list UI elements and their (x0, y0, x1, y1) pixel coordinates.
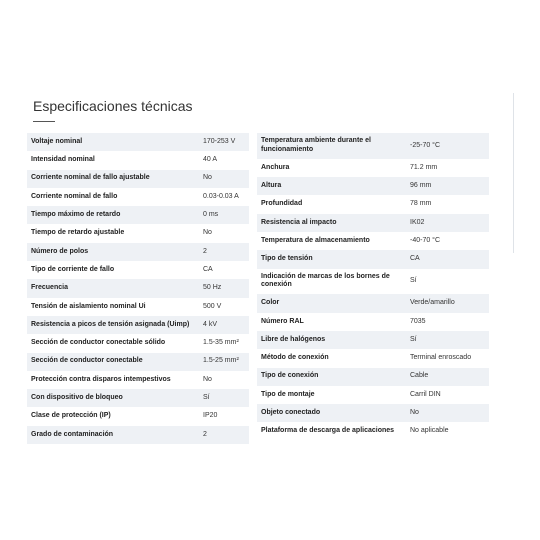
spec-row (27, 426, 249, 444)
spec-value: 500 V (203, 302, 222, 310)
spec-row (27, 389, 249, 407)
spec-row (27, 188, 249, 206)
spec-label: Tipo de corriente de fallo (31, 265, 115, 273)
spec-value: 0 ms (203, 211, 219, 219)
spec-row (257, 250, 489, 268)
spec-label: Plataforma de descarga de aplicaciones (261, 427, 395, 435)
spec-row (27, 353, 249, 371)
spec-label: Altura (261, 181, 282, 189)
spec-value: Sí (203, 394, 210, 402)
spec-value: Carril DIN (410, 390, 441, 398)
spec-row (257, 269, 489, 295)
spec-label: Voltaje nominal (31, 137, 83, 145)
spec-row (27, 224, 249, 242)
spec-value: No (203, 375, 212, 383)
spec-row (27, 243, 249, 261)
spec-row (257, 214, 489, 232)
spec-label: Tipo de montaje (261, 390, 315, 398)
spec-row (257, 133, 489, 159)
spec-value: No (203, 174, 212, 182)
spec-label: Con dispositivo de bloqueo (31, 394, 123, 402)
spec-row (27, 407, 249, 425)
spec-row (257, 422, 489, 440)
spec-row (257, 331, 489, 349)
spec-label: Protección contra disparos intempestivos (31, 375, 171, 383)
spec-row (27, 151, 249, 169)
spec-value: 4 kV (203, 320, 218, 328)
spec-row (257, 313, 489, 331)
spec-row (257, 177, 489, 195)
spec-label: Clase de protección (IP) (31, 412, 111, 420)
spec-value: Terminal enroscado (410, 354, 472, 362)
spec-value: -25-70 °C (410, 141, 441, 149)
spec-value: 96 mm (410, 181, 432, 189)
spec-label: Tipo de conexión (261, 372, 319, 380)
spec-value: No (410, 409, 419, 417)
spec-value: CA (203, 265, 213, 273)
specs-table-right (257, 133, 489, 441)
spec-label: Temperatura de almacenamiento (261, 236, 370, 244)
spec-label: Corriente nominal de fallo (31, 192, 118, 200)
spec-row (27, 316, 249, 334)
spec-row (257, 159, 489, 177)
spec-row (27, 371, 249, 389)
spec-value: Verde/amarillo (410, 299, 455, 307)
spec-value: Sí (410, 335, 417, 343)
spec-label: Anchura (261, 163, 290, 171)
spec-value: 2 (203, 430, 207, 438)
spec-value: 50 Hz (203, 284, 222, 292)
spec-row (27, 133, 249, 151)
spec-value: 40 A (203, 156, 218, 164)
spec-row (257, 195, 489, 213)
spec-value: 78 mm (410, 200, 432, 208)
spec-row (257, 386, 489, 404)
spec-label: Sección de conductor conectable sólido (31, 339, 166, 347)
spec-row (27, 261, 249, 279)
spec-value: 1.5-25 mm² (203, 357, 239, 365)
spec-label: Resistencia a picos de tensión asignada (Uimp) (31, 320, 190, 328)
spec-value: 0.03-0.03 A (203, 192, 239, 200)
spec-label: Objeto conectado (261, 409, 321, 417)
spec-value: Cable (410, 372, 429, 380)
spec-label: Método de conexión (261, 354, 329, 362)
spec-row (27, 279, 249, 297)
spec-row (257, 404, 489, 422)
spec-value: 2 (203, 247, 207, 255)
spec-label: Indicación de marcas de los bornes de conexión (261, 272, 390, 289)
spec-value: -40-70 °C (410, 236, 441, 244)
spec-value: No aplicable (410, 427, 449, 435)
spec-value: 170-253 V (203, 137, 236, 145)
spec-label: Libre de halógenos (261, 335, 326, 343)
page-title: Especificaciones técnicas (33, 98, 193, 114)
spec-label: Profundidad (261, 200, 303, 208)
spec-label: Tiempo máximo de retardo (31, 211, 121, 219)
spec-label: Número de polos (31, 247, 89, 255)
spec-label: Tiempo de retardo ajustable (31, 229, 125, 237)
spec-label: Número RAL (261, 317, 304, 325)
title-underline (33, 121, 55, 122)
spec-value: 71.2 mm (410, 163, 438, 171)
spec-row (257, 294, 489, 312)
spec-row (27, 298, 249, 316)
spec-label: Resistencia al impacto (261, 218, 337, 226)
spec-label: Color (261, 299, 280, 307)
spec-row (27, 170, 249, 188)
spec-label: Grado de contaminación (31, 430, 114, 438)
spec-label: Tipo de tensión (261, 255, 313, 263)
spec-value: CA (410, 255, 420, 263)
spec-row (257, 349, 489, 367)
spec-label: Corriente nominal de fallo ajustable (31, 174, 150, 182)
spec-row (27, 334, 249, 352)
spec-value: No (203, 229, 212, 237)
spec-value: Sí (410, 277, 417, 285)
spec-value: 7035 (410, 317, 426, 325)
spec-value: IK02 (410, 218, 425, 226)
spec-label: Temperatura ambiente durante el funcionamiento (261, 137, 371, 153)
divider (513, 93, 514, 253)
spec-row (27, 206, 249, 224)
spec-value: IP20 (203, 412, 218, 420)
spec-label: Tensión de aislamiento nominal Ui (31, 302, 146, 310)
specs-table-left (27, 133, 249, 444)
spec-row (257, 232, 489, 250)
spec-row (257, 368, 489, 386)
spec-value: 1.5-35 mm² (203, 339, 239, 347)
spec-label: Frecuencia (31, 284, 68, 292)
spec-label: Sección de conductor conectable (31, 357, 143, 365)
spec-label: Intensidad nominal (31, 156, 95, 164)
